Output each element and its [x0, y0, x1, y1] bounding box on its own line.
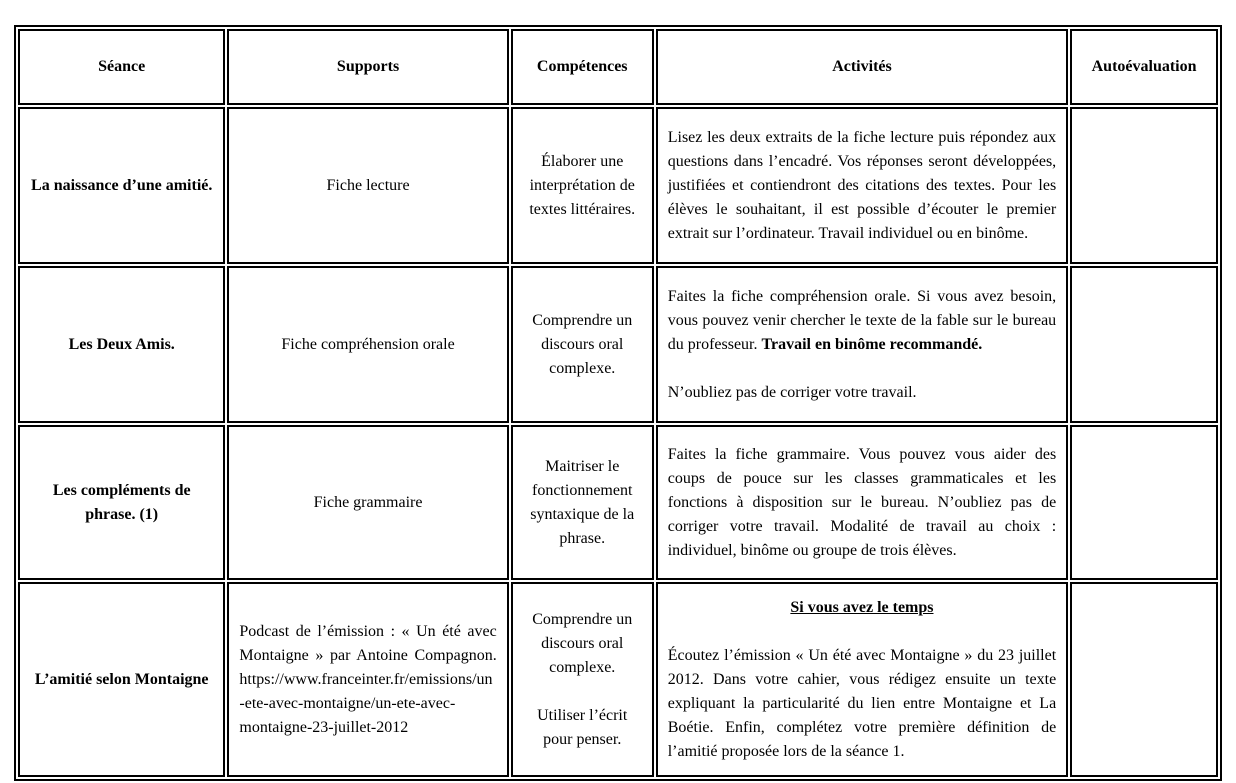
activite-text-bold: Travail en binôme recommandé.	[761, 335, 983, 353]
activite-text	[668, 285, 1056, 357]
supports-cell: Fiche lecture	[227, 107, 508, 264]
activite-text: Faites la fiche grammaire. Vous pouvez vous aider des coups de pouce sur les classes grammaticales et les fonctions à disposition sur le bureau. N’oubliez pas de corriger votre travail. Modalité de travail au choix : individuel, binôme ou groupe de trois élèves.	[667, 445, 1057, 559]
column-header-seance: Séance	[18, 29, 225, 105]
activites-cell	[656, 266, 1068, 423]
seance-cell: L’amitié selon Montaigne	[18, 582, 225, 777]
column-header-autoevaluation: Autoévaluation	[1070, 29, 1218, 105]
activite-text: Lisez les deux extraits de la fiche lecture puis répondez aux questions dans l’encadré. Vos réponses seront développées, justifiées et contiendront des citations des textes. Pour les élèves le souhaitant, il est possible d’écouter le premier extrait sur l’ordinateur. Travail individuel ou en binôme.	[667, 128, 1057, 242]
table-row	[18, 582, 1218, 777]
autoevaluation-cell	[1070, 582, 1218, 777]
activite-text: N’oubliez pas de corriger votre travail.	[667, 383, 917, 401]
activites-cell	[656, 107, 1068, 264]
competences-cell	[511, 107, 654, 264]
column-header-activites: Activités	[656, 29, 1068, 105]
seance-cell: Les Deux Amis.	[18, 266, 225, 423]
competence-text: Comprendre un discours oral complexe.	[532, 610, 633, 676]
competences-cell	[511, 425, 654, 580]
autoevaluation-cell	[1070, 266, 1218, 423]
competences-cell	[511, 582, 654, 777]
column-header-competences: Compétences	[511, 29, 654, 105]
competence-text: Maitriser le fonctionnement syntaxique de la phrase.	[530, 457, 635, 547]
column-header-supports: Supports	[227, 29, 508, 105]
competence-text: Utiliser l’écrit pour penser.	[537, 706, 628, 748]
header-row	[18, 29, 1218, 105]
activite-text-normal: Faites la fiche compréhension orale. Si vous avez besoin, vous pouvez venir chercher le texte de la fable sur le bureau du professeur.	[667, 287, 1057, 353]
activites-cell	[656, 425, 1068, 580]
table-row	[18, 107, 1218, 264]
autoevaluation-cell	[1070, 107, 1218, 264]
activite-text: Écoutez l’émission « Un été avec Montaigne » du 23 juillet 2012. Dans votre cahier, vous rédigez ensuite un texte expliquant la particularité du lien entre Montaigne et La Boétie. Enfin, complétez votre première définition de l’amitié proposée lors de la séance 1.	[667, 646, 1057, 760]
competence-text: Comprendre un discours oral complexe.	[532, 311, 633, 377]
competences-cell	[511, 266, 654, 423]
competence-text: Élaborer une interprétation de textes littéraires.	[529, 152, 636, 218]
activite-heading: Si vous avez le temps	[790, 598, 934, 616]
seance-cell: Les compléments de phrase. (1)	[18, 425, 225, 580]
table-row	[18, 425, 1218, 580]
autoevaluation-cell	[1070, 425, 1218, 580]
lesson-plan-table	[14, 25, 1222, 781]
supports-cell: Fiche grammaire	[227, 425, 508, 580]
table-row	[18, 266, 1218, 423]
supports-cell: Fiche compréhension orale	[227, 266, 508, 423]
activites-cell	[656, 582, 1068, 777]
supports-cell: Podcast de l’émission : « Un été avec Montaigne » par Antoine Compagnon. https://www.franceinter.fr/emissions/un-ete-avec-montaigne/un-ete-avec-montaigne-23-juillet-2012	[227, 582, 508, 777]
seance-cell: La naissance d’une amitié.	[18, 107, 225, 264]
